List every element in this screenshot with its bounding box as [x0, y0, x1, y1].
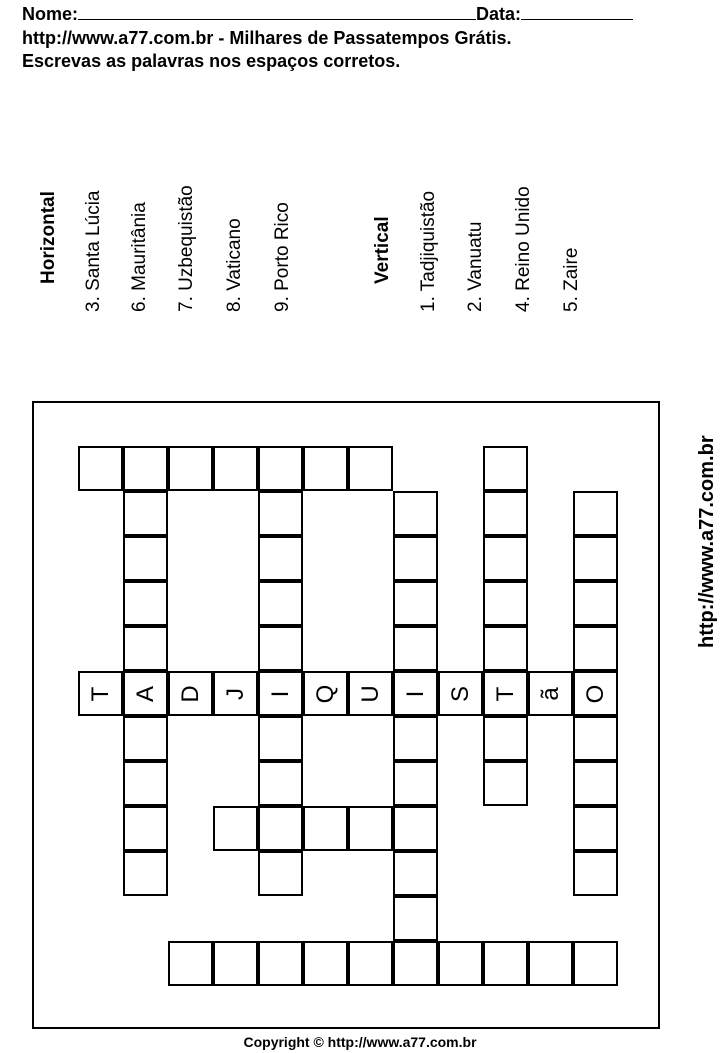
grid-cell[interactable]: [573, 941, 618, 986]
clue-item: 6. Mauritânia: [129, 202, 150, 312]
copyright: Copyright © http://www.a77.com.br: [243, 1034, 477, 1050]
grid-letter: J: [221, 687, 249, 700]
grid-cell[interactable]: [393, 761, 438, 806]
grid-cell[interactable]: [483, 446, 528, 491]
grid-cell[interactable]: [258, 536, 303, 581]
clue-item: 1. Tadjiquistão: [418, 190, 439, 312]
grid-letter: O: [581, 684, 609, 703]
grid-cell[interactable]: [393, 671, 438, 716]
grid-cell[interactable]: [573, 806, 618, 851]
grid-cell[interactable]: [483, 761, 528, 806]
grid-cell[interactable]: [483, 581, 528, 626]
grid-letter: S: [446, 685, 474, 702]
grid-cell[interactable]: [123, 851, 168, 896]
name-label: Nome:: [22, 4, 79, 24]
grid-cell[interactable]: [483, 536, 528, 581]
crossword-board: [32, 401, 660, 1029]
grid-cell[interactable]: [483, 941, 528, 986]
clue-item: 3. Santa Lúcia: [83, 190, 104, 312]
side-url: http://www.a77.com.br: [696, 435, 718, 648]
grid-cell[interactable]: [258, 581, 303, 626]
grid-cell[interactable]: [258, 761, 303, 806]
grid-cell[interactable]: [258, 941, 303, 986]
grid-cell[interactable]: [258, 626, 303, 671]
grid-cell[interactable]: [168, 941, 213, 986]
grid-cell[interactable]: [528, 671, 573, 716]
grid-cell[interactable]: [303, 941, 348, 986]
grid-cell[interactable]: [213, 446, 258, 491]
grid-letter: I: [401, 690, 429, 697]
grid-cell[interactable]: [258, 671, 303, 716]
grid-cell[interactable]: [168, 446, 213, 491]
grid-cell[interactable]: [573, 671, 618, 716]
instructions: Escrevas as palavras nos espaços corretos.: [22, 51, 401, 71]
grid-cell[interactable]: [123, 806, 168, 851]
grid-cell[interactable]: [348, 671, 393, 716]
grid-cell[interactable]: [348, 941, 393, 986]
grid-letter: T: [491, 686, 519, 701]
clue-item: 9. Porto Rico: [272, 202, 293, 312]
grid-letter: I: [266, 690, 294, 697]
clue-item: 2. Vanuatu: [465, 221, 486, 312]
grid-cell[interactable]: [123, 536, 168, 581]
grid-cell[interactable]: [393, 491, 438, 536]
grid-cell[interactable]: [573, 761, 618, 806]
grid-cell[interactable]: [123, 671, 168, 716]
site-line: http://www.a77.com.br - Milhares de Passatempos Grátis.: [22, 28, 512, 48]
grid-cell[interactable]: [123, 716, 168, 761]
clue-item: 7. Uzbequistão: [176, 185, 197, 312]
grid-cell[interactable]: [213, 806, 258, 851]
grid-cell[interactable]: [483, 671, 528, 716]
grid-cell[interactable]: [258, 716, 303, 761]
grid-letter: A: [131, 685, 159, 702]
grid-cell[interactable]: [393, 896, 438, 941]
grid-cell[interactable]: [258, 491, 303, 536]
grid-cell[interactable]: [303, 671, 348, 716]
grid-letter: D: [176, 684, 204, 703]
grid-cell[interactable]: [348, 446, 393, 491]
grid-cell[interactable]: [483, 491, 528, 536]
grid-cell[interactable]: [168, 671, 213, 716]
name-date-line: [22, 3, 633, 24]
name-field[interactable]: [78, 3, 476, 20]
grid-cell[interactable]: [438, 671, 483, 716]
grid-cell[interactable]: [393, 581, 438, 626]
grid-cell[interactable]: [573, 536, 618, 581]
grid-cell[interactable]: [483, 626, 528, 671]
grid-cell[interactable]: [393, 941, 438, 986]
horizontal-heading: Horizontal: [38, 191, 59, 284]
date-label: Data:: [476, 4, 522, 24]
vertical-heading: Vertical: [372, 216, 393, 284]
grid-cell[interactable]: [573, 626, 618, 671]
clue-item: 8. Vaticano: [224, 218, 245, 312]
grid-cell[interactable]: [258, 806, 303, 851]
grid-cell[interactable]: [123, 446, 168, 491]
clue-item: 4. Reino Unido: [513, 186, 534, 312]
grid-cell[interactable]: [573, 581, 618, 626]
grid-cell[interactable]: [303, 806, 348, 851]
grid-letter: T: [86, 686, 114, 701]
grid-letter: ã: [536, 686, 564, 701]
grid-cell[interactable]: [303, 446, 348, 491]
grid-cell[interactable]: [393, 806, 438, 851]
grid-cell[interactable]: [258, 446, 303, 491]
grid-cell[interactable]: [393, 716, 438, 761]
grid-cell[interactable]: [123, 491, 168, 536]
grid-letter: U: [356, 684, 384, 703]
grid-cell[interactable]: [573, 491, 618, 536]
grid-cell[interactable]: [393, 536, 438, 581]
clue-item: 5. Zaire: [561, 247, 582, 312]
date-field[interactable]: [521, 3, 633, 20]
grid-cell[interactable]: [123, 626, 168, 671]
grid-cell[interactable]: [213, 941, 258, 986]
grid-cell[interactable]: [258, 851, 303, 896]
grid-cell[interactable]: [213, 671, 258, 716]
grid-letter: Q: [311, 684, 339, 703]
grid-cell[interactable]: [573, 716, 618, 761]
grid-cell[interactable]: [123, 761, 168, 806]
grid-cell[interactable]: [438, 941, 483, 986]
grid-cell[interactable]: [528, 941, 573, 986]
grid-cell[interactable]: [78, 671, 123, 716]
grid-cell[interactable]: [483, 716, 528, 761]
grid-cell[interactable]: [573, 851, 618, 896]
grid-cell[interactable]: [393, 626, 438, 671]
grid-cell[interactable]: [348, 806, 393, 851]
grid-cell[interactable]: [78, 446, 123, 491]
grid-cell[interactable]: [393, 851, 438, 896]
grid-cell[interactable]: [123, 581, 168, 626]
